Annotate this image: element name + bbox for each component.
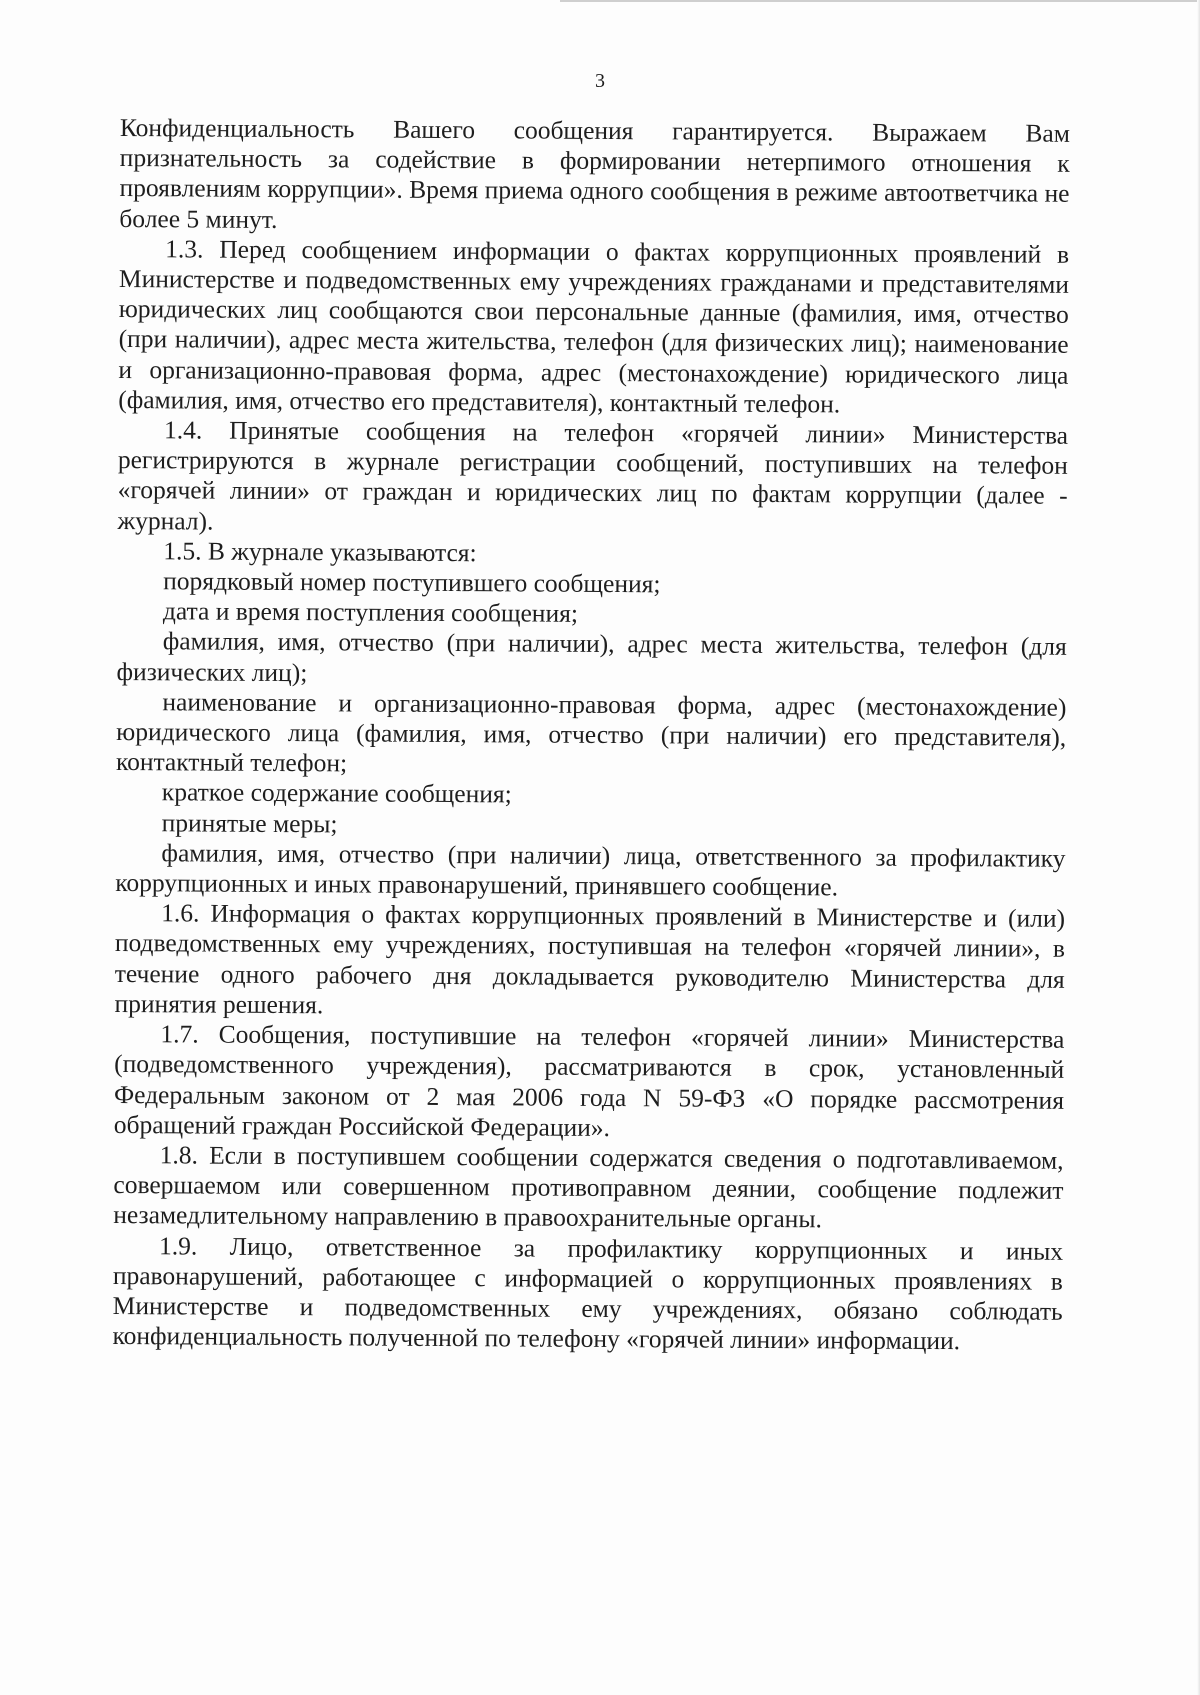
paragraph-1-5: 1.5. В журнале указываются: <box>163 536 477 568</box>
paragraph-1-3: 1.3. Перед сообщением информации о фактах коррупционных проявлений в Министерстве и подведомственных ему учреждениях гражданами и представителями юридических лиц сообщаются свои персональные данные (фамилия, имя, отчество (при наличии), адрес места жительства, телефон (для физических лиц); наименование и организационно-правовая форма, адрес (местонахождение) юридического лица (фамилия, имя, отчество его представителя), контактный телефон. <box>118 234 1070 419</box>
list-item: принятые меры; <box>161 807 338 839</box>
document-body <box>112 113 1070 1357</box>
paragraph-1-4: 1.4. Принятые сообщения на телефон «горячей линии» Министерства регистрируются в журнале регистрации сообщений, поступивших на телефон «горячей линии» от граждан и юридических лиц по фактам коррупции (далее - журнал). <box>117 415 1069 536</box>
list-item: фамилия, имя, отчество (при наличии), адрес места жительства, телефон (для физических лиц); <box>116 626 1067 687</box>
list-item: наименование и организационно-правовая форма, адрес (местонахождение) юридического лица (фамилия, имя, отчество (при наличии) его представителя), контактный телефон; <box>115 687 1067 778</box>
list-item: порядковый номер поступившего сообщения; <box>163 566 661 599</box>
paragraph-1-7: 1.7. Сообщения, поступившие на телефон «горячей линии» Министерства (подведомственного учреждения), рассматриваются в срок, установленный Федеральным законом от 2 мая 2006 года N 59-ФЗ «О порядке рассмотрения обращений граждан Российской Федерации». <box>113 1019 1065 1142</box>
paragraph-1-9: 1.9. Лицо, ответственное за профилактику коррупционных и иных правонарушений, работающее с информацией о коррупционных проявлениях в Министерстве и подведомственных ему учреждениях, обязано соблюдать конфиденциальность полученной по телефону «горячей линии» информации. <box>112 1230 1064 1356</box>
list-item: дата и время поступления сообщения; <box>162 596 579 629</box>
list-item: краткое содержание сообщения; <box>161 777 512 809</box>
paragraph-continuation: Конфиденциальность Вашего сообщения гарантируется. Выражаем Вам признательность за содействие в формировании нетерпимого отношения к проявлениям коррупции». Время приема одного сообщения в режиме автоответчика не более 5 минут. <box>119 113 1070 234</box>
paragraph-1-8: 1.8. Если в поступившем сообщении содержатся сведения о подготавливаемом, совершаемом или совершенном противоправном деянии, сообщение подлежит незамедлительному направлению в правоохранительные органы. <box>113 1140 1064 1234</box>
page-number: 3 <box>595 70 605 92</box>
scan-edge-top <box>560 0 1200 8</box>
list-item: фамилия, имя, отчество (при наличии) лица, ответственного за профилактику коррупционных и иных правонарушений, принявшего сообщение. <box>115 838 1066 902</box>
paragraph-1-6: 1.6. Информация о фактах коррупционных проявлений в Министерстве и (или) подведомственных ему учреждениях, поступившая на телефон «горячей линии», в течение одного рабочего дня докладывается руководителю Министерства для принятия решения. <box>114 898 1066 1020</box>
